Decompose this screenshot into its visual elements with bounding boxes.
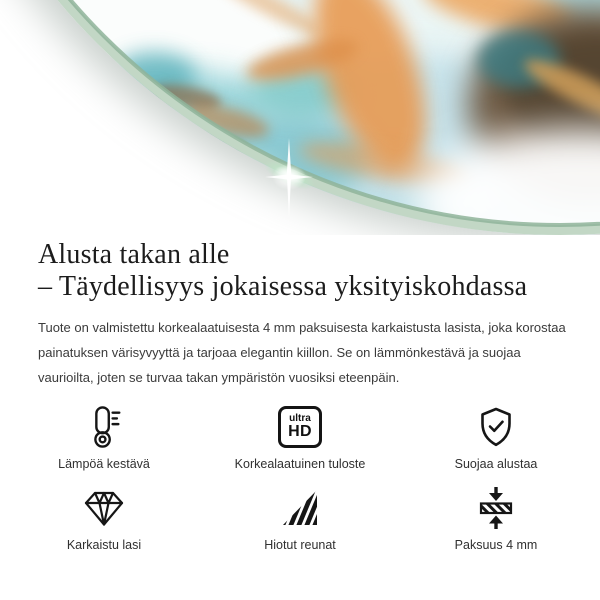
product-description: Tuote on valmistettu korkealaatuisesta 4 mm paksuisesta karkaistusta lasista, joka korostaa painatuksen värisyvyyttä ja tarjoaa elegantin kiillon. Se on lämmönkestävä ja suojaa vaurioilta, joten se turvaa takan ympäristön vuosiksi eteenpäin.: [38, 320, 566, 385]
feature-tempered-glass: [6, 485, 202, 552]
page-title-line2: – Täydellisyys jokaisessa yksityiskohdassa: [38, 271, 528, 302]
product-photo: [0, 0, 600, 235]
feature-polished-edges: [202, 485, 398, 552]
ultra-hd-icon: [278, 406, 322, 448]
diamond-icon: [82, 488, 126, 528]
thermometer-icon: [86, 405, 122, 449]
feature-label: Korkealaatuinen tuloste: [234, 457, 366, 471]
feature-heat-resistant: [6, 404, 202, 471]
ultra-hd-icon-top-text: ultra: [289, 412, 311, 424]
feature-thickness-4mm: [398, 485, 594, 552]
feature-high-quality-print: [202, 404, 398, 471]
thickness-icon: [476, 486, 516, 530]
feature-label: Karkaistu lasi: [66, 538, 142, 552]
feature-label: Lämpöä kestävä: [58, 457, 150, 471]
glass-disc-image: [0, 0, 600, 235]
polished-edges-icon: [280, 488, 320, 528]
feature-protects-surface: [398, 404, 594, 471]
feature-grid: [6, 404, 594, 552]
page-title-line1: Alusta takan alle: [38, 239, 230, 270]
feature-label: Paksuus 4 mm: [454, 538, 538, 552]
ultra-hd-icon-bottom-text: HD: [288, 423, 312, 441]
page-title: [38, 239, 580, 303]
feature-label: Hiotut reunat: [264, 538, 336, 552]
feature-label: Suojaa alustaa: [454, 457, 538, 471]
shield-check-icon: [476, 406, 516, 448]
